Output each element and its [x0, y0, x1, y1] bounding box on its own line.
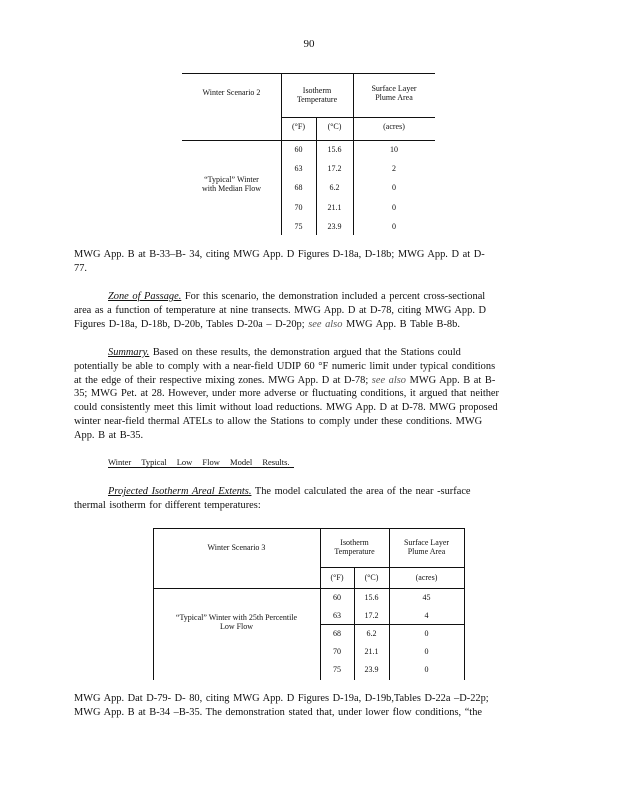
paragraph-citation-2: MWG App. Dat D-79- D- 80, citing MWG App. D Figures D-19a, D-19b,Tables D-22a –D-22p; MWG App. B at B-34 –B-35. The demonstration stated that, under lower flow conditions, “the [74, 693, 489, 718]
paragraph-isotherm-extents: Projected Isotherm Areal Extents. The model calculated the area of the near -surface thermal isotherm for different temperatures: [74, 486, 471, 511]
section-heading: Winter Typical Low Flow Model Results. [108, 457, 294, 468]
table-cell: 2 [392, 164, 396, 173]
table-cell: 0 [392, 222, 396, 231]
table-cell: 10 [390, 145, 398, 154]
table-cell: 6.2 [329, 183, 340, 192]
table-cell: 4 [424, 611, 429, 620]
table1-unit-c: (°C) [327, 122, 342, 131]
table-cell: 0 [424, 665, 429, 674]
table-cell: 15.6 [327, 145, 342, 154]
table2-row-label: “Typical” Winter with 25th Percentile Low Flow [175, 613, 298, 631]
table-cell: 23.9 [364, 665, 379, 674]
table-cell: 0 [424, 629, 429, 638]
table2-isotherm-header: Isotherm Temperature [334, 538, 375, 556]
table-cell: 21.1 [364, 647, 379, 656]
paragraph-summary: Summary. Based on these results, the demonstration argued that the Stations could potentially be able to comply with a near-field UDIP 60 °F numeric limit under typical conditions at the edge of their respective mixing zones. MWG App. D at D-78; see also MWG App. B at B- 35; MWG Pet. at 28. However, under more adverse or fluctuating conditions, it argued that neither could consistently meet this limit without load reductions. MWG App. D at D-78. MWG proposed winter near-field thermal ATELs to allow the Stations to comply under these conditions. MWG App. B at B-35. [74, 347, 499, 441]
table-cell: 68 [333, 629, 341, 638]
table-cell: 63 [294, 164, 303, 173]
table-cell: 68 [294, 183, 303, 192]
table2-unit-acres: (acres) [415, 573, 438, 582]
isotherm-extents-heading: Projected Isotherm Areal Extents. [108, 486, 252, 497]
table-cell: 23.9 [327, 222, 342, 231]
table-cell: 15.6 [364, 593, 379, 602]
table-cell: 17.2 [364, 611, 379, 620]
table-cell: 0 [392, 183, 396, 192]
table-cell: 75 [333, 665, 341, 674]
summary-heading: Summary. [108, 347, 150, 358]
table2-scenario: Winter Scenario 3 [207, 543, 266, 552]
table-cell: 63 [333, 611, 341, 620]
table2-unit-c: (°C) [364, 573, 379, 582]
table-cell: 60 [333, 593, 341, 602]
table-cell: 70 [333, 647, 341, 656]
table-cell: 6.2 [366, 629, 377, 638]
table1-scenario: Winter Scenario 2 [202, 88, 261, 97]
table-cell: 75 [294, 222, 303, 231]
paragraph-citation-1: MWG App. B at B-33–B- 34, citing MWG App. D Figures D-18a, D-18b; MWG App. D at D- 77. [74, 249, 485, 274]
table-cell: 0 [392, 203, 396, 212]
table2-surface-header: Surface Layer Plume Area [403, 538, 450, 556]
table2-unit-f: (°F) [330, 573, 344, 582]
table-cell: 45 [422, 593, 431, 602]
table-cell: 21.1 [327, 203, 342, 212]
page-number: 90 [303, 38, 315, 50]
table1-row-label: “Typical” Winter with Median Flow [201, 175, 262, 193]
table1-surface-header: Surface Layer Plume Area [371, 84, 417, 102]
table1-isotherm-header: Isotherm Temperature [296, 86, 338, 104]
table-cell: 60 [294, 145, 303, 154]
zone-of-passage-heading: Zone of Passage. [108, 291, 182, 302]
table-cell: 0 [424, 647, 429, 656]
paragraph-zone-of-passage: Zone of Passage. For this scenario, the demonstration included a percent cross-sectional area as a function of temperature at nine transects. MWG App. D at D-78, citing MWG App. D Figures D-18a, D-18b, D-20b, Tables D-20a – D-20p; see also MWG App. B Table B-8b. [74, 291, 487, 330]
table-cell: 70 [294, 203, 303, 212]
table1-unit-f: (°F) [292, 122, 305, 131]
table-cell: 17.2 [327, 164, 342, 173]
table1-unit-acres: (acres) [383, 122, 405, 131]
